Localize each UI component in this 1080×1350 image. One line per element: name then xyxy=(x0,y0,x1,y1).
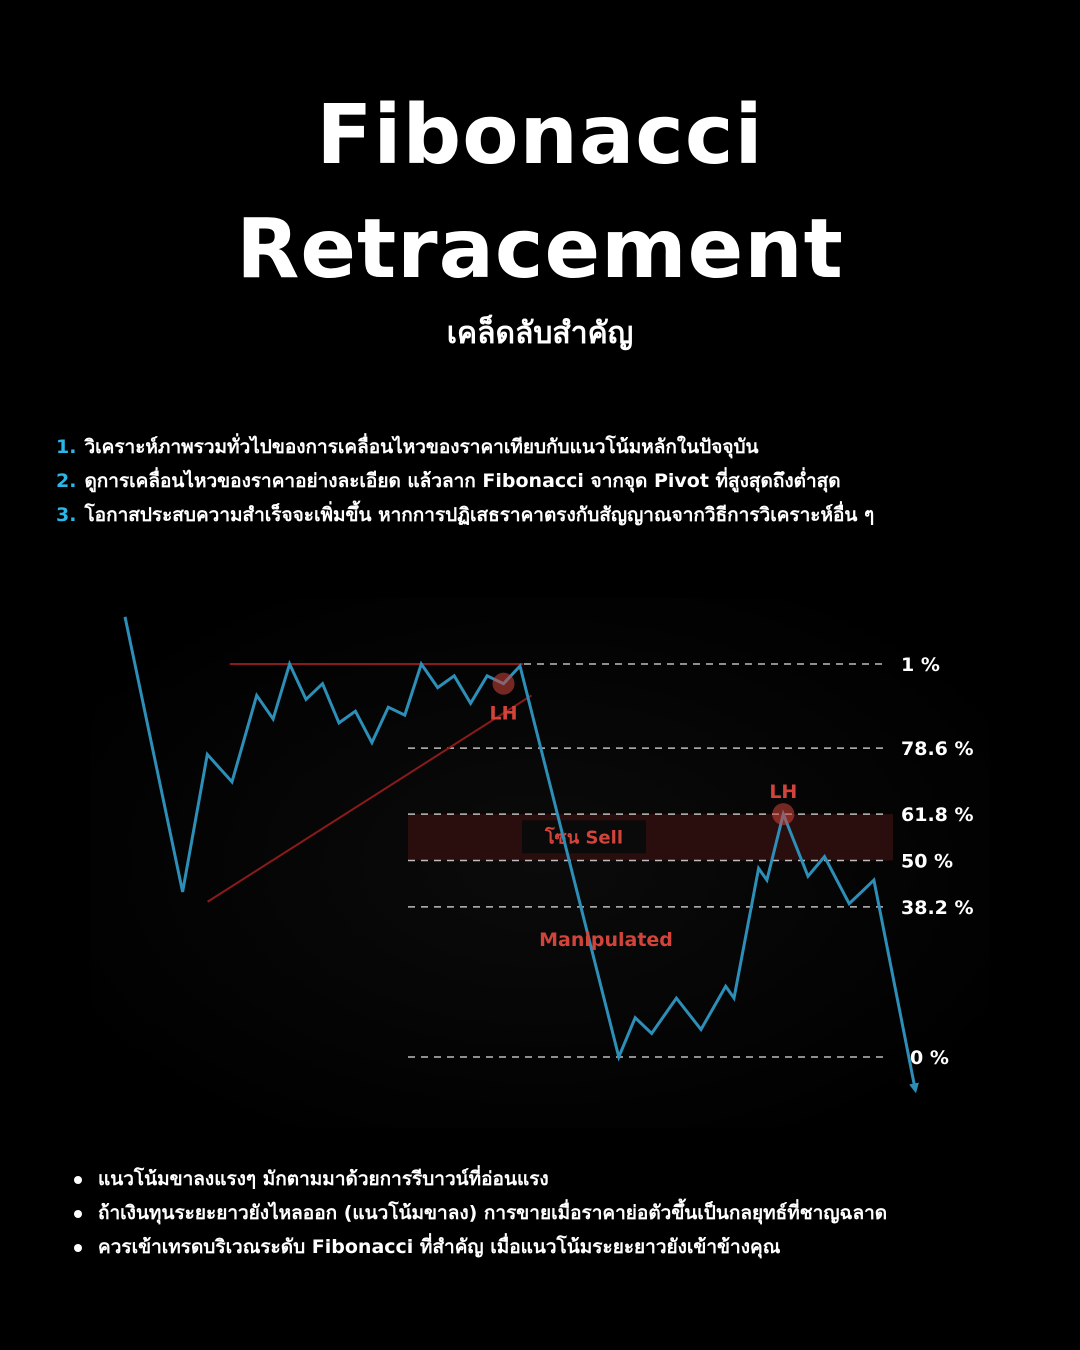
step-number: 1. xyxy=(56,436,77,458)
sell-zone xyxy=(408,814,893,860)
tip-item: ถ้าเงินทุนระยะยาวยังไหลออก (แนวโน้มขาลง) การขายเมื่อราคาย่อตัวขึ้นเป็นกลยุทธ์ที่ชาญฉลาด xyxy=(72,1196,1062,1230)
step-text: วิเคราะห์ภาพรวมทั่วไปของการเคลื่อนไหวของราคาเทียบกับแนวโน้มหลักในปัจจุบัน xyxy=(84,436,759,458)
tips-list xyxy=(72,1162,1062,1264)
chart-background xyxy=(90,598,990,1128)
fib-level-label: 78.6 % xyxy=(901,738,974,761)
sell-zone-label: โซน Sell xyxy=(545,827,623,849)
step-text: โอกาสประสบความสำเร็จจะเพิ่มขึ้น หากการปฏิเสธราคาตรงกับสัญญาณจากวิธีการวิเคราะห์อื่น ๆ xyxy=(84,504,875,526)
page-title-line2: Retracement xyxy=(236,202,844,297)
step-number: 3. xyxy=(56,504,77,526)
step-item xyxy=(56,464,1056,498)
fibonacci-chart xyxy=(90,598,990,1128)
manipulated-label: Manipulated xyxy=(539,929,673,951)
fib-level-label: 0 % xyxy=(910,1047,949,1069)
step-item xyxy=(56,498,1056,532)
fib-level-label: 38.2 % xyxy=(901,896,974,919)
tip-item: ควรเข้าเทรดบริเวณระดับ Fibonacci ที่สำคัญ เมื่อแนวโน้มระยะยาวยังเข้าข้างคุณ xyxy=(72,1230,1062,1264)
fib-level-label: 50 % xyxy=(901,850,954,873)
lh-high-marker xyxy=(772,803,794,825)
page-subtitle: เคล็ดลับสำคัญ xyxy=(446,316,634,351)
lh-low-label: LH xyxy=(489,702,518,725)
fib-level-label: 1 % xyxy=(901,654,940,676)
step-item xyxy=(56,430,1056,464)
lh-low-marker xyxy=(493,673,515,695)
page-title-line1: Fibonacci xyxy=(316,88,764,183)
steps-list xyxy=(56,430,1056,532)
fib-level-label: 61.8 % xyxy=(901,804,974,827)
step-text: ดูการเคลื่อนไหวของราคาอย่างละเอียด แล้วลาก Fibonacci จากจุด Pivot ที่สูงสุดถึงต่ำสุด xyxy=(84,470,841,492)
tip-item: แนวโน้มขาลงแรงๆ มักตามมาด้วยการรีบาวน์ที่อ่อนแรง xyxy=(72,1162,1062,1196)
step-number: 2. xyxy=(56,470,77,492)
lh-high-label: LH xyxy=(769,781,798,804)
